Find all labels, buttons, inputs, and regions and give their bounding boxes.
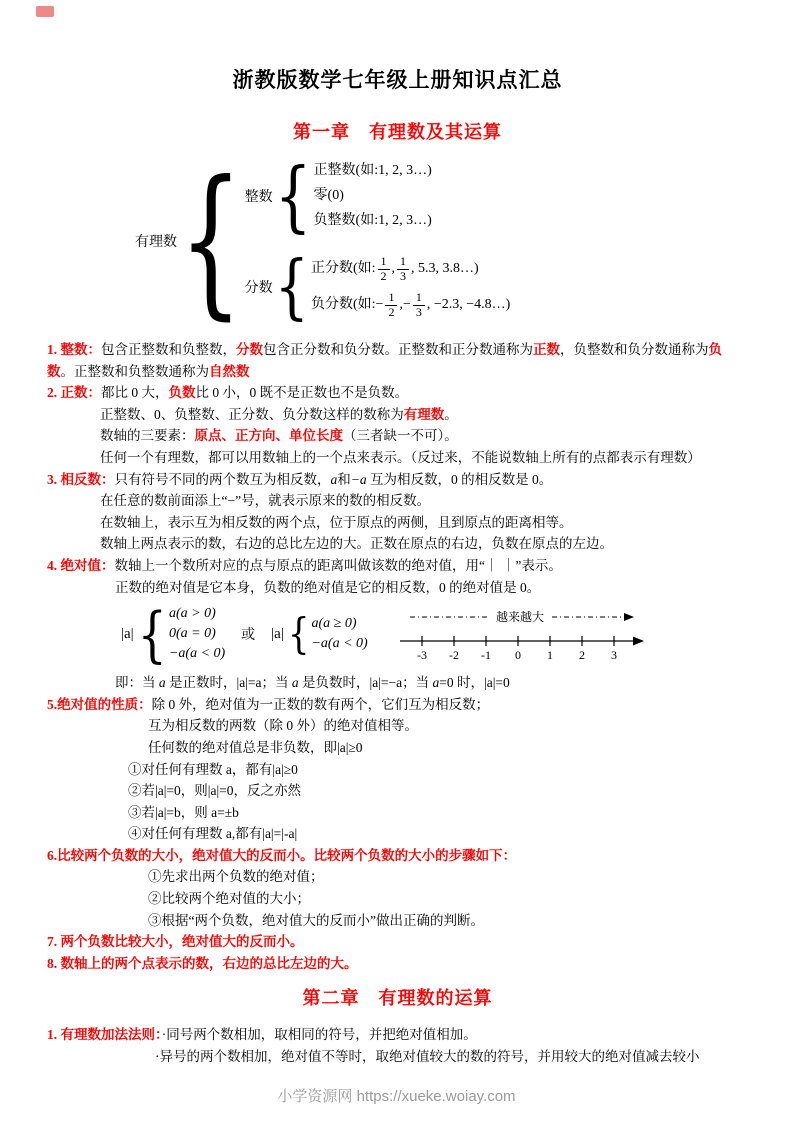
minus-sign: −: [375, 297, 384, 312]
text-line: 在任意的数前面添上“−”号，就表示原来的数的相反数。: [100, 493, 431, 509]
tick-label: 2: [578, 648, 585, 663]
abs-brace-2: {: [287, 609, 310, 660]
abs-lead-2: |a|: [271, 625, 284, 642]
tree-item-positive-fractions: [311, 251, 510, 287]
tick-label: -1: [480, 648, 491, 663]
text-line: 1. 有理数加法法则：·同号两个数相加，取相同的符号，并把绝对值相加。: [47, 1027, 477, 1043]
text-line: ③若|a|=b，则 a=±b: [128, 804, 239, 820]
increasing-label: 越来越大: [495, 610, 544, 625]
text-line: ④对任何有理数 a,都有|a|=|-a|: [128, 826, 298, 842]
tick-label: 3: [610, 648, 617, 663]
pos-fraction-prefix: 正分数(如:: [310, 261, 376, 276]
absolute-value-definition: [121, 599, 748, 670]
text-line: 5.绝对值的性质：除 0 外，绝对值为一正数的数有两个，它们互为相反数；: [47, 696, 490, 712]
tick-label: -3: [416, 648, 427, 663]
axis-arrowhead-icon: [633, 637, 644, 646]
text-line: ②若|a|=0，则|a|=0，反之亦然: [128, 783, 302, 799]
integer-brace: {: [274, 150, 312, 241]
or-label: 或: [241, 628, 256, 644]
tick-label: 1: [546, 648, 553, 663]
tick-label: -2: [448, 648, 459, 663]
tree-item-positive-integers: 正整数(如:1, 2, 3…): [313, 163, 432, 178]
chapter1-heading: 第一章 有理数及其运算: [293, 122, 502, 142]
tree-item-negative-integers: 负整数(如:1, 2, 3…): [313, 213, 432, 228]
text-line: 4. 绝对值：数轴上一个数所对应的点与原点的距离叫做该数的绝对值，用“｜ ｜”表示。: [47, 557, 562, 573]
pos-fraction-suffix: , 5.3, 3.8…): [411, 261, 479, 276]
text-line: 任何数的绝对值总是非负数，即|a|≥0: [148, 739, 363, 755]
fraction-brace: {: [274, 245, 309, 328]
text-line: 3. 相反数：只有符号不同的两个数互为相反数，a和−a 互为相反数，0 的相反数是 0。: [47, 471, 553, 487]
integer-branch: [244, 150, 511, 241]
ch1-text-blocks-a: [47, 339, 748, 598]
fraction-one-third: $\frac{1}{3}$: [397, 255, 409, 284]
doc-title: 浙教版数学七年级上册知识点汇总: [232, 68, 563, 92]
text-line: 8. 数轴上的两个点表示的数，右边的总比左边的大。: [47, 955, 358, 971]
fraction-separator: ,: [391, 261, 396, 276]
fraction-one-third: $\frac{1}{3}$: [413, 291, 425, 320]
abs-lead-1: |a|: [121, 625, 134, 642]
chapter2-heading: 第二章 有理数的运算: [302, 988, 493, 1009]
text-line: 6.比较两个负数的大小，绝对值大的反而小。比较两个负数的大小的步骤如下：: [47, 847, 517, 863]
tree-item-negative-fractions: [311, 287, 510, 323]
text-line: 7. 两个负数比较大小，绝对值大的反而小。: [47, 934, 304, 950]
text-line: 互为相反数的两数（除 0 外）的绝对值相等。: [148, 718, 418, 734]
text-line: 数轴的三要素：原点、正方向、单位长度（三者缺一不可）。: [100, 428, 458, 444]
text-line: ③根据“两个负数，绝对值大的反而小”做出正确的判断。: [148, 912, 484, 928]
fraction-branch-label: 分数: [244, 281, 273, 296]
fraction-one-half: $\frac{1}{2}$: [378, 255, 390, 284]
abs-cases-2: a(a ≥ 0) −a(a < 0): [311, 616, 368, 652]
number-line: [394, 605, 652, 663]
dashed-arrowhead-icon: [624, 613, 634, 621]
tick-label: 0: [514, 648, 521, 663]
corner-stamp-icon: [36, 6, 54, 17]
minus-sign: −: [402, 297, 411, 312]
text-line: 数轴上两点表示的数，右边的总比左边的大。正数在原点的右边，负数在原点的左边。: [100, 536, 613, 552]
text-line: 任何一个有理数，都可以用数轴上的一个点来表示。（反过来，不能说数轴上所有的点都表示有理数）: [100, 449, 701, 465]
fraction-branch: [244, 245, 511, 328]
text-line: 即：当 a 是正数时，|a|=a；当 a 是负数时，|a|=−a；当 a=0 时，|a|=0: [115, 675, 510, 691]
text-line: 正整数、0、负整数、正分数、负分数这样的数称为有理数。: [100, 406, 458, 422]
neg-fraction-prefix: 负分数(如:: [310, 297, 376, 312]
text-line: 正数的绝对值是它本身，负数的绝对值是它的相反数，0 的绝对值是 0。: [115, 579, 541, 595]
text-line: ·异号的两个数相加，绝对值不等时，取绝对值较大的数的符号，并用较大的绝对值减去较小: [155, 1049, 700, 1065]
rational-number-tree: [135, 144, 748, 335]
abs-brace-1: {: [137, 599, 167, 670]
text-line: 在数轴上，表示互为相反数的两个点，位于原点的两侧，且到原点的距离相等。: [100, 514, 573, 530]
text-line: 2. 正数：都比 0 大，负数比 0 小，0 既不是正数也不是负数。: [47, 385, 409, 401]
ch1-text-blocks-b: [47, 672, 748, 974]
fraction-separator: ,: [399, 297, 403, 312]
text-line: ①对任何有理数 a，都有|a|≥0: [128, 761, 298, 777]
fraction-one-half: $\frac{1}{2}$: [385, 291, 397, 320]
text-line: ②比较两个绝对值的大小；: [148, 891, 310, 907]
text-line: ①先求出两个负数的绝对值；: [148, 869, 324, 885]
tree-item-zero: 零(0): [313, 188, 344, 203]
outer-brace: {: [179, 144, 243, 335]
text-line: 1. 整数：包含正整数和负整数，分数包含正分数和负分数。正整数和正分数通称为正数，负整数和负分数通称为负数。正整数和负整数通称为自然数: [47, 342, 722, 379]
footer-watermark: 小学资源网 https://xueke.woiay.com: [277, 1088, 516, 1105]
ch2-text-blocks: [47, 1024, 748, 1067]
abs-cases-1: a(a > 0) 0(a = 0) −a(a < 0): [168, 606, 226, 662]
tree-root-label: 有理数: [135, 234, 177, 250]
neg-fraction-suffix: , −2.3, −4.8…): [426, 297, 511, 312]
integer-branch-label: 整数: [244, 189, 273, 205]
